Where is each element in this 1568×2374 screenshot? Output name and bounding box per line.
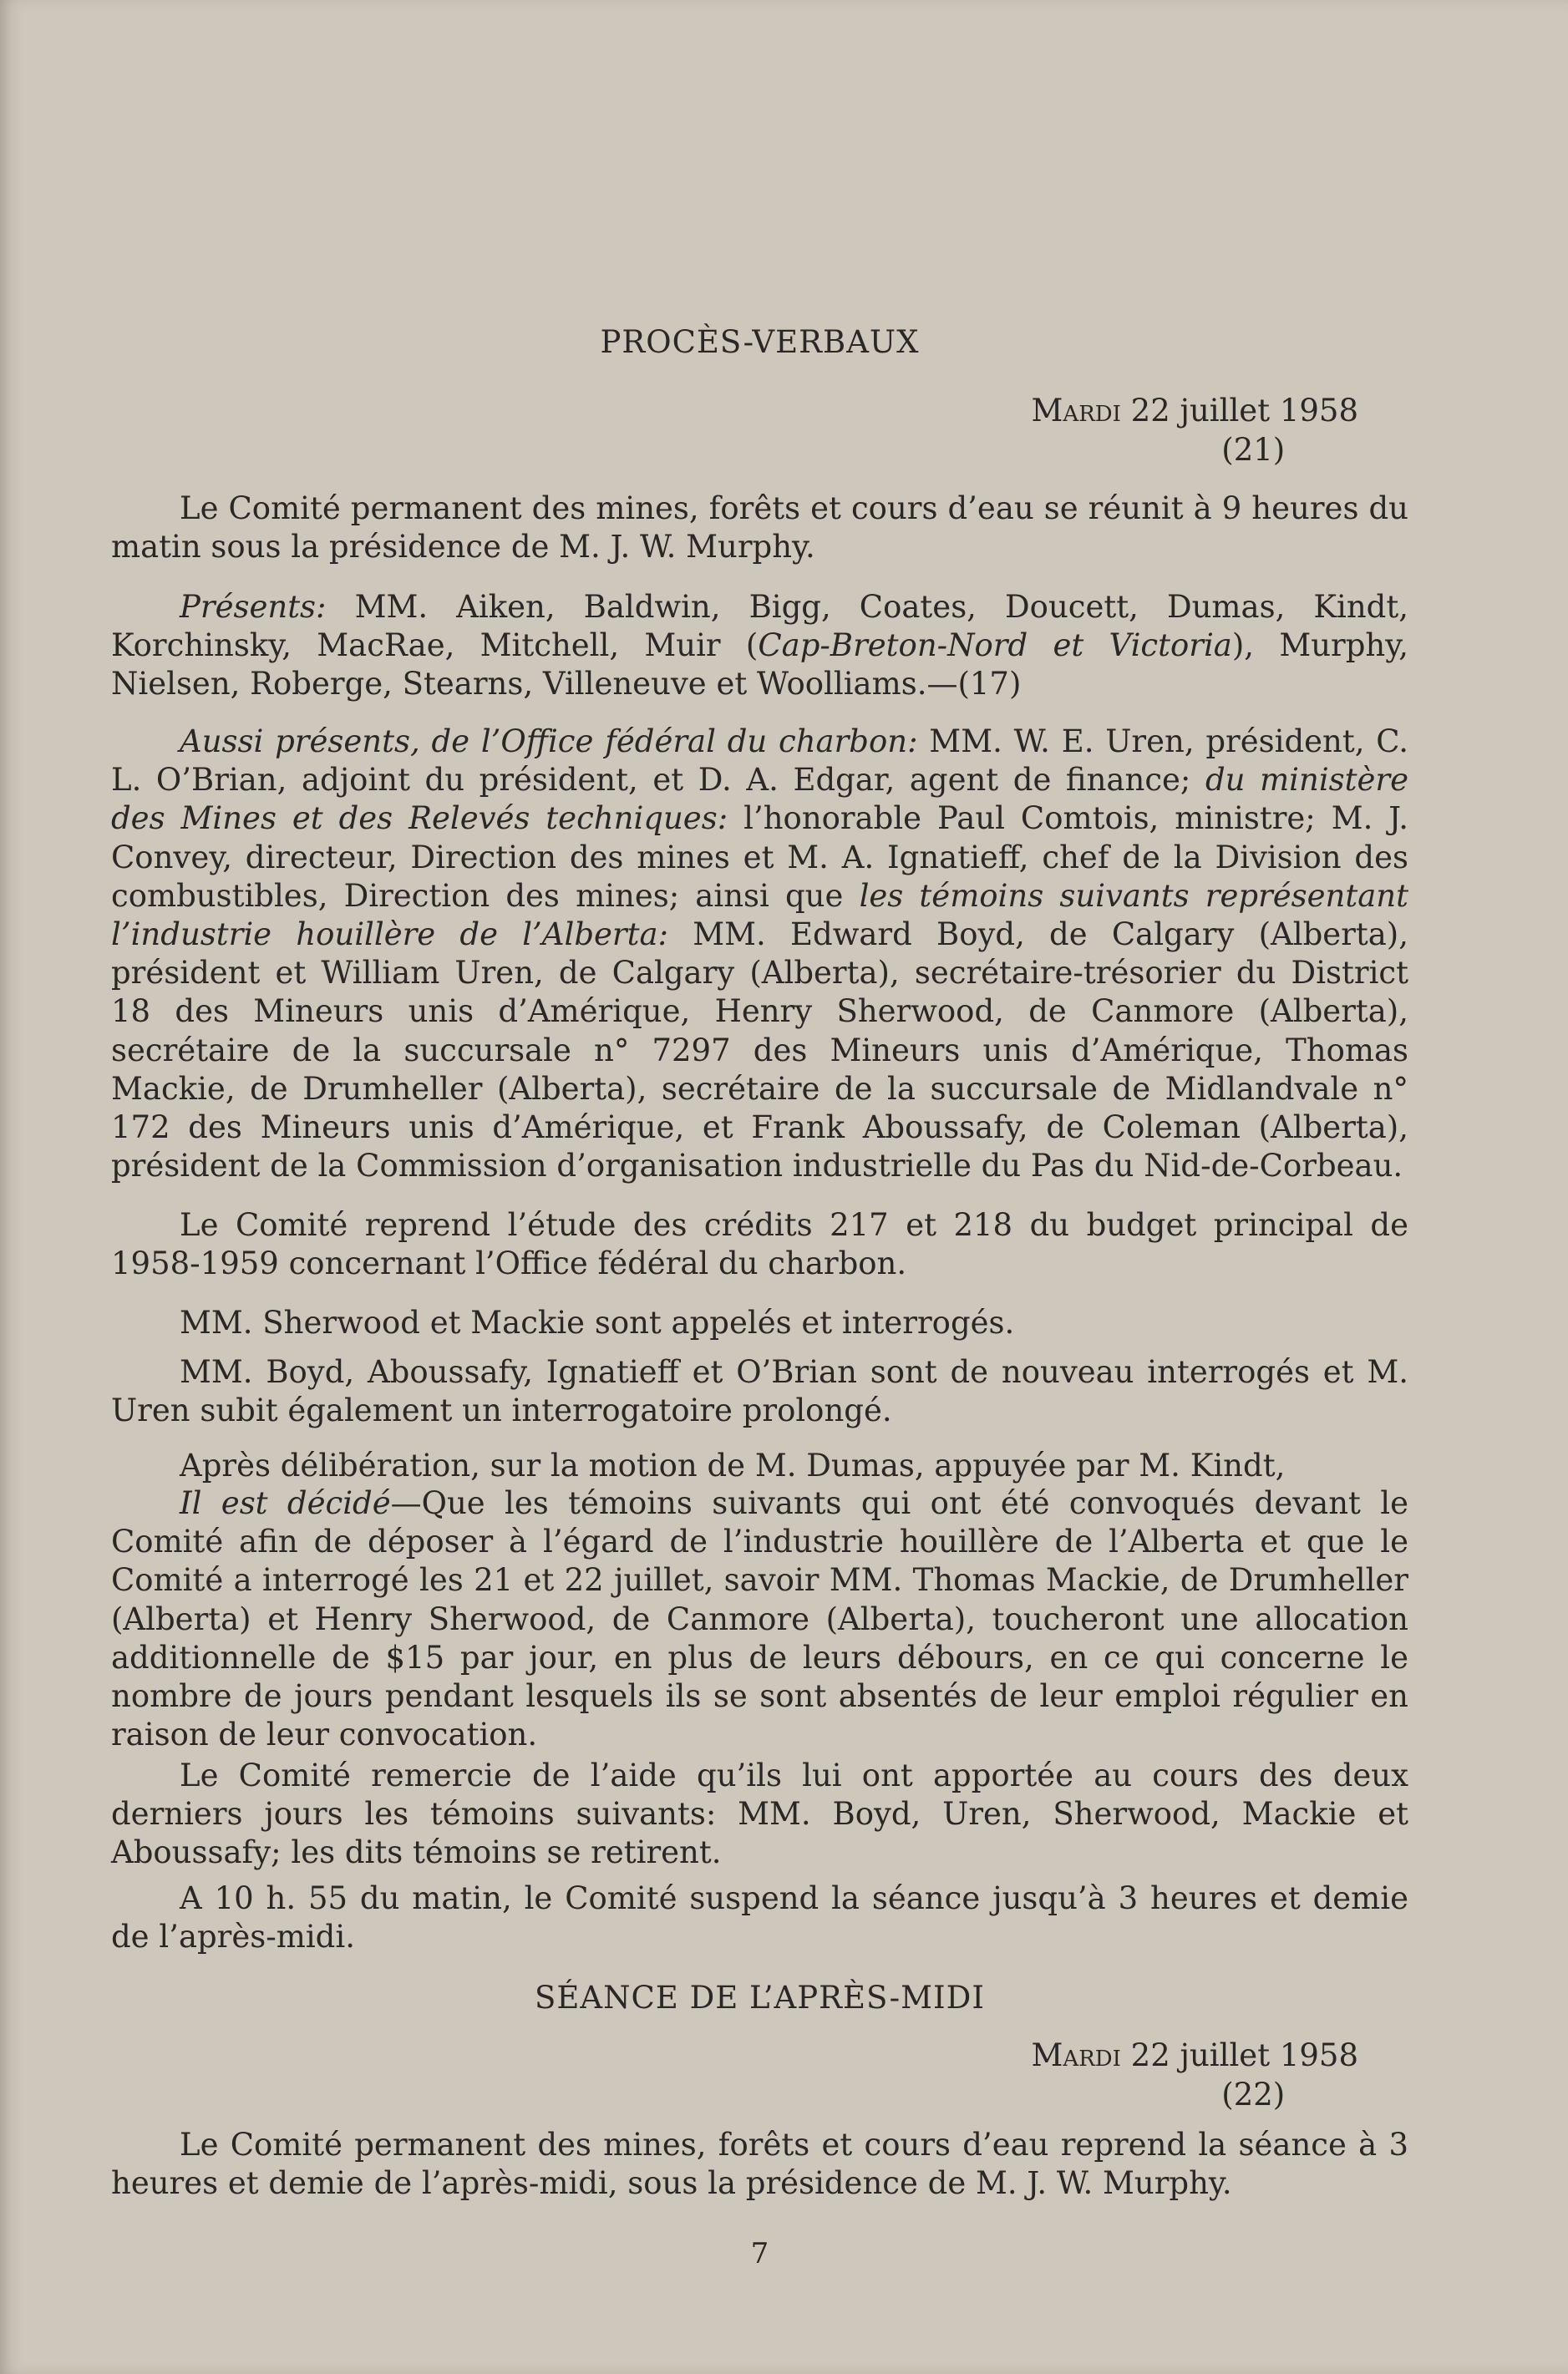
paragraph-motion: Après délibération, sur la motion de M. Dumas, appuyée par M. Kindt, bbox=[180, 1448, 1286, 1484]
session-date-text: 22 juillet 1958 bbox=[1120, 393, 1358, 429]
afternoon-session-date-text: 22 juillet 1958 bbox=[1120, 2037, 1358, 2073]
decision-label: Il est décidé bbox=[180, 1485, 391, 1521]
paragraph-thanks: Le Comité remercie de l’aide qu’ils lui ont apportée au cours des deux derniers jours les témoins suivants: MM. Boyd, Uren, Sherwood, Mackie et Aboussafy; les dits témoins se retirent. bbox=[111, 1758, 1408, 1871]
presents-label: Présents: bbox=[180, 589, 327, 625]
session-day: Mardi bbox=[1031, 393, 1121, 429]
paragraph-presents: Présents: MM. Aiken, Baldwin, Bigg, Coates, Doucett, Dumas, Kindt, Korchinsky, MacRae, Mitchell, Muir (Cap-Breton-Nord et Victoria), Murphy, Nielsen, Roberge, Stearns, Villeneuve et Woolliams.—(17) bbox=[111, 589, 1409, 703]
page-title: PROCÈS-VERBAUX bbox=[600, 324, 920, 360]
paragraph-witnesses-called: MM. Sherwood et Mackie sont appelés et interrogés. bbox=[180, 1305, 1015, 1341]
session-number: (21) bbox=[1221, 432, 1286, 468]
paragraph-decision: Il est décidé—Que les témoins suivants qui ont été convoqués devant le Comité afin de déposer à l’égard de l’industrie houillère de l’Alberta et que le Comité a interrogé les 21 et 22 juillet, savoir MM. Thomas Mackie, de Drumheller (Alberta) et Henry Sherwood, de Canmore (Alberta), toucheront une allocation additionnelle de $15 par jour, en plus de leurs débours, en ce qui concerne le nombre de jours pendant lesquels ils se sont absentés de leur emploi régulier en raison de leur convocation. bbox=[111, 1485, 1408, 1753]
session-date bbox=[1032, 391, 1358, 469]
afternoon-session-date bbox=[1032, 2036, 1358, 2114]
section-title: SÉANCE DE L’APRÈS-MIDI bbox=[535, 1980, 985, 2016]
afternoon-session-day: Mardi bbox=[1031, 2037, 1121, 2073]
paragraph-credits: Le Comité reprend l’étude des crédits 217 et 218 du budget principal de 1958-1959 concernant l’Office fédéral du charbon. bbox=[111, 1207, 1408, 1282]
paragraph-questioned: MM. Boyd, Aboussafy, Ignatieff et O’Brian sont de nouveau interrogés et M. Uren subit également un interrogatoire prolongé. bbox=[111, 1354, 1408, 1429]
paragraph-opening: Le Comité permanent des mines, forêts et cours d’eau se réunit à 9 heures du matin sous la présidence de M. J. W. Murphy. bbox=[111, 490, 1408, 566]
paragraph-also-present: Aussi présents, de l’Office fédéral du charbon: MM. W. E. Uren, président, C. L. O’Brian, adjoint du président, et D. A. Edgar, agent de finance; du ministère des Mines et des Relevés techniques: l’honorable Paul Comtois, ministre; M. J. Convey, directeur, Direction des mines et M. A. Ignatieff, chef de la Division des combustibles, Direction des mines; ainsi que les témoins suivants représentant l’industrie houillère de l’Alberta: MM. Edward Boyd, de Calgary (Alberta), président et William Uren, de Calgary (Alberta), secrétaire-trésorier du District 18 des Mineurs unis d’Amérique, Henry Sherwood, de Canmore (Alberta), secrétaire de la succursale n° 7297 des Mineurs unis d’Amérique, Thomas Mackie, de Drumheller (Alberta), secrétaire de la succursale de Midlandvale n° 172 des Mineurs unis d’Amérique, et Frank Aboussafy, de Coleman (Alberta), président de la Commission d’organisation industrielle du Pas du Nid-de-Corbeau. bbox=[111, 723, 1409, 1184]
paragraph-adjournment: A 10 h. 55 du matin, le Comité suspend la séance jusqu’à 3 heures et demie de l’après-midi. bbox=[111, 1880, 1408, 1956]
paragraph-afternoon-opening: Le Comité permanent des mines, forêts et cours d’eau reprend la séance à 3 heures et demie de l’après-midi, sous la présidence de M. J. W. Murphy. bbox=[111, 2127, 1408, 2202]
page-number: 7 bbox=[750, 2237, 769, 2270]
afternoon-session-number: (22) bbox=[1221, 2077, 1286, 2113]
